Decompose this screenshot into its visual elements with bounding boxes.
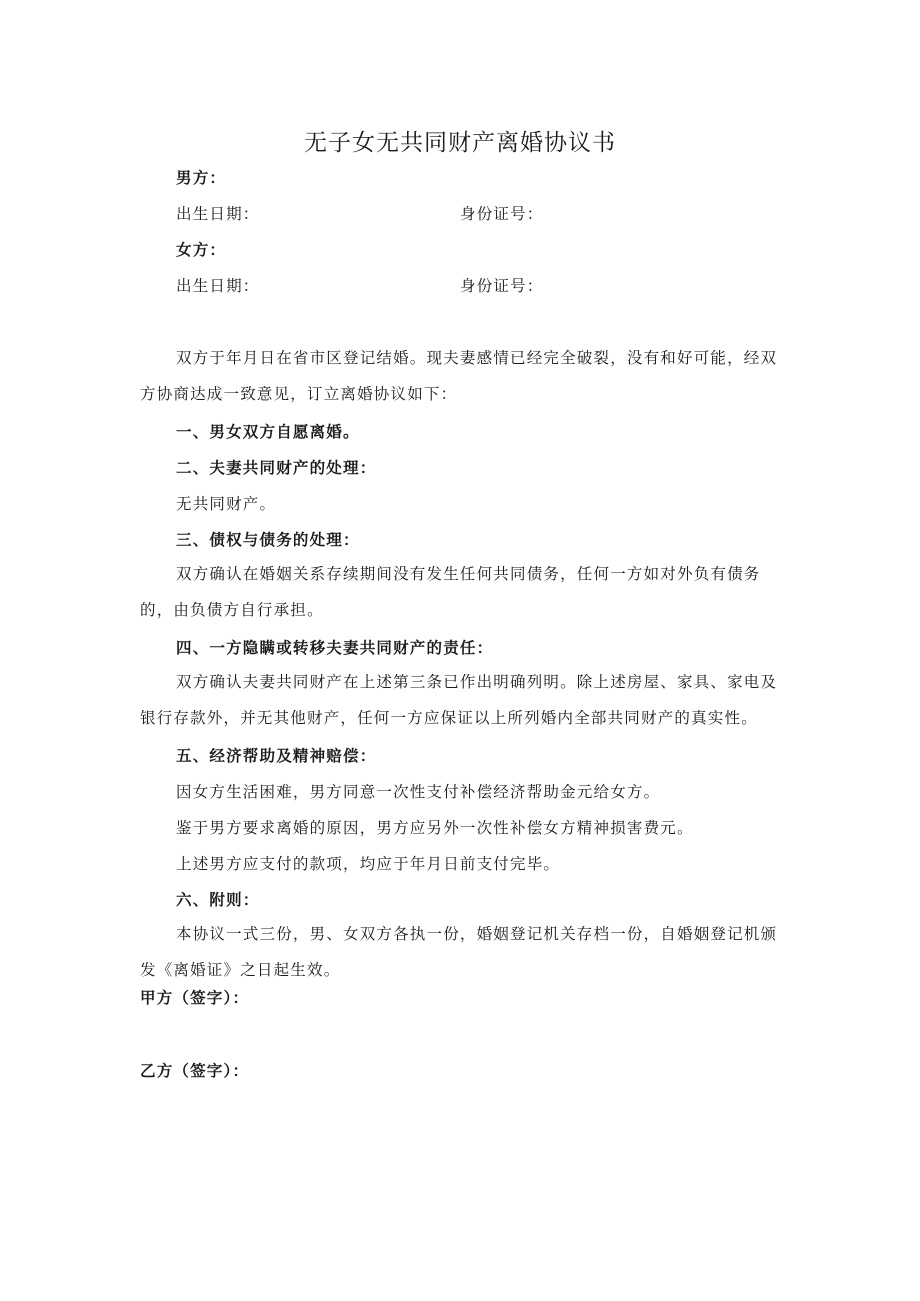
male-label: 男方： (176, 168, 227, 187)
section-2-heading: 二、夫妻共同财产的处理： (176, 458, 377, 477)
section-5-line-2: 鉴于男方要求离婚的原因，男方应另外一次性补偿女方精神损害费元。 (176, 819, 694, 837)
male-birth-date-label: 出生日期： (176, 205, 260, 223)
section-5-line-3: 上述男方应支付的款项，均应于年月日前支付完毕。 (176, 855, 561, 873)
section-4-body: 双方确认夫妻共同财产在上述第三条已作出明确列明。除上述房屋、家具、家电及银行存款外，并无其他财产，任何一方应保证以上所列婚内全部共同财产的真实性。 (140, 673, 778, 727)
party-a-signature-label: 甲方（签字）： (140, 988, 250, 1007)
party-b-signature-label: 乙方（签字）： (140, 1061, 250, 1080)
section-4-heading: 四、一方隐瞒或转移夫妻共同财产的责任： (176, 638, 494, 657)
section-5-line-1: 因女方生活困难，男方同意一次性支付补偿经济帮助金元给女方。 (176, 783, 661, 801)
section-6-heading: 六、附则： (176, 890, 260, 909)
section-2-body: 无共同财产。 (176, 495, 277, 513)
section-3-heading: 三、债权与债务的处理： (176, 530, 360, 549)
section-1-heading: 一、男女双方自愿离婚。 (176, 422, 360, 441)
female-label: 女方： (176, 240, 227, 259)
male-id-number-label: 身份证号： (460, 205, 544, 223)
section-5-heading: 五、经济帮助及精神赔偿： (176, 746, 377, 765)
female-id-number-label: 身份证号： (460, 277, 544, 295)
section-3-body: 双方确认在婚姻关系存续期间没有发生任何共同债务，任何一方如对外负有债务的，由负债方自行承担。 (140, 565, 761, 619)
section-6-body: 本协议一式三份，男、女双方各执一份，婚姻登记机关存档一份，自婚姻登记机颁发《离婚证》之日起生效。 (140, 925, 778, 979)
female-birth-date-label: 出生日期： (176, 277, 260, 295)
document-title: 无子女无共同财产离婚协议书 (304, 130, 616, 156)
intro-paragraph: 双方于年月日在省市区登记结婚。现夫妻感情已经完全破裂，没有和好可能，经双方协商达成一致意见，订立离婚协议如下： (140, 349, 778, 403)
